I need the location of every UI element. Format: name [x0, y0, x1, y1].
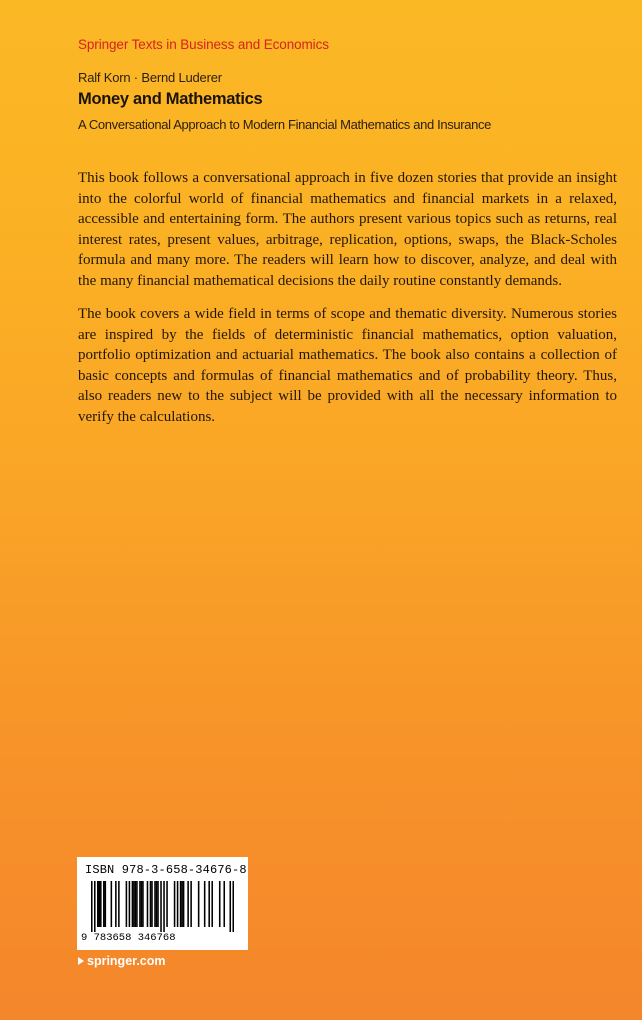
barcode-bar	[94, 881, 96, 932]
barcode-bar	[204, 881, 206, 927]
description-paragraph-1: This book follows a conversational approach in five dozen stories that provide an insight into the colorful world of financial mathematics and financial markets in a relaxed, accessible and entertaining form. The authors present various topics such as returns, real interest rates, present values, arbitrage, replication, options, swaps, the Black-Scholes formula and many more. The readers will learn how to discover, analyze, and deal with the many financial mathematical decisions the daily routine constantly demands.	[78, 170, 617, 289]
barcode-bar	[219, 881, 221, 927]
barcode-bar	[198, 881, 200, 927]
barcode-bar	[139, 881, 141, 927]
barcode-bar	[208, 881, 210, 927]
barcode-bar	[150, 881, 152, 927]
barcode-bar	[187, 881, 189, 927]
barcode-bar	[126, 881, 128, 927]
barcode-bar	[99, 881, 101, 927]
barcode-bar	[133, 881, 135, 927]
isbn-barcode	[77, 857, 248, 950]
barcode-bar	[141, 881, 143, 927]
barcode-bar	[190, 881, 192, 927]
barcode-bar	[211, 881, 213, 927]
barcode-bar	[180, 881, 182, 927]
barcode-bar	[132, 881, 134, 927]
barcode-bar	[156, 881, 158, 927]
barcode-bar	[181, 881, 183, 927]
arrow-right-icon	[78, 957, 84, 965]
barcode-bar	[166, 881, 168, 927]
publisher-link-label: springer.com	[87, 954, 166, 968]
barcode-bar	[177, 881, 179, 927]
book-title: Money and Mathematics	[78, 90, 263, 108]
barcode-bar	[223, 881, 225, 927]
barcode-bar	[105, 881, 107, 927]
barcode-bar	[118, 881, 120, 927]
barcode-digits: 9 783658 346768	[81, 932, 176, 944]
barcode-bar	[174, 881, 176, 927]
barcode-bar	[154, 881, 156, 927]
book-authors: Ralf Korn · Bernd Luderer	[78, 70, 222, 85]
barcode-bar	[151, 881, 153, 927]
publisher-link[interactable]	[78, 954, 166, 968]
barcode-bar	[157, 881, 159, 927]
barcode-bar	[136, 881, 138, 927]
barcode-bar	[229, 881, 231, 932]
barcode-bar	[183, 881, 185, 927]
book-description	[78, 168, 617, 440]
description-paragraph-2: The book covers a wide field in terms of scope and thematic diversity. Numerous stories are inspired by the fields of deterministic financial mathematics, option valuation, portfolio optimization and actuarial mathematics. The book also contains a collection of basic concepts and formulas of financial mathematics and of probability theory. Thus, also readers new to the subject will be provided with all the necessary information to verify the calculations.	[78, 306, 617, 425]
series-name: Springer Texts in Business and Economics	[78, 37, 329, 52]
barcode-bar	[232, 881, 234, 932]
barcode-bar	[103, 881, 105, 927]
barcode-bar	[97, 881, 99, 927]
barcode-bar	[100, 881, 102, 927]
isbn-label: ISBN 978-3-658-34676-8	[85, 863, 247, 877]
barcode-bar	[142, 881, 144, 927]
barcode-bar	[111, 881, 113, 927]
barcode-bar	[115, 881, 117, 927]
barcode-bar	[91, 881, 93, 932]
barcode-bar	[160, 881, 162, 932]
barcode-icon	[91, 881, 234, 932]
barcode-bar	[147, 881, 149, 927]
book-subtitle: A Conversational Approach to Modern Financial Mathematics and Insurance	[78, 117, 492, 132]
barcode-bar	[129, 881, 131, 927]
barcode-bar	[163, 881, 165, 932]
barcode-bar	[135, 881, 137, 927]
